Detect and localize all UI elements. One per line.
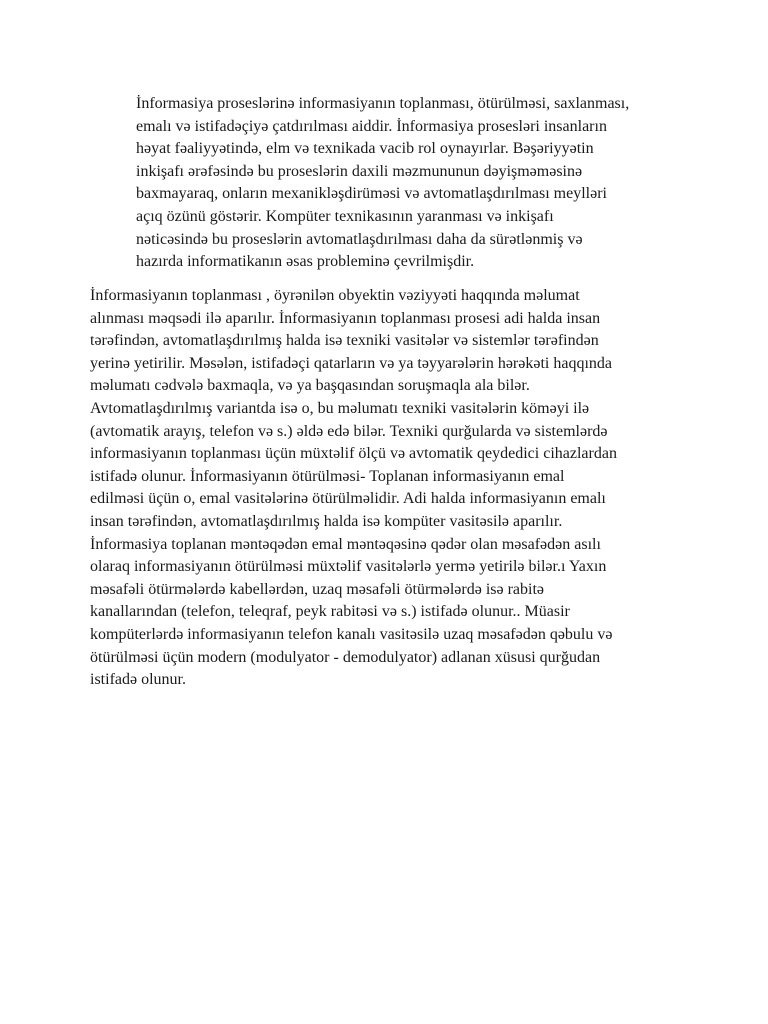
text-line: kanallarından (telefon, teleqraf, peyk rabitəsi və s.) istifadə olunur.. Müasir <box>90 603 570 621</box>
text-line: İnformasiya proseslərinə informasiyanın toplanması, ötürülməsi, saxlanması, <box>136 95 630 112</box>
text-line: nəticəsində bu proseslərin avtomatlaşdırılması daha da sürətlənmiş və <box>136 230 583 248</box>
text-line: məsafəli ötürmələrdə kabellərdən, uzaq məsafəli ötürmələrdə isə rabitə <box>90 580 545 598</box>
text-line: tərəfindən, avtomatlaşdırılmış halda isə texniki vasitələr və sistemlər tərəfindən <box>90 332 599 350</box>
text-line: istifadə olunur. <box>90 671 186 689</box>
text-line: insan tərəfindən, avtomatlaşdırılmış halda isə kompüter vasitəsilə aparılır. <box>90 512 563 530</box>
body-paragraph <box>90 285 690 692</box>
text-line: hazırda informatikanın əsas probleminə çevrilmişdir. <box>136 253 475 271</box>
text-line: olaraq informasiyanın ötürülməsi müxtəlif vasitələrlə yermə yetirilə bilər.ı Yaxın <box>90 558 607 576</box>
text-line: alınması məqsədi ilə aparılır. İnformasiyanın toplanması prosesi adi halda insan <box>90 309 601 327</box>
text-line: həyat fəaliyyətində, elm və texnikada vacib rol oynayırlar. Bəşəriyyətin <box>136 140 594 158</box>
text-line: kompüterlərdə informasiyanın telefon kanalı vasitəsilə uzaq məsafədən qəbulu və <box>90 625 613 643</box>
text-line: edilməsi üçün o, emal vasitələrinə ötürülməlidir. Adi halda informasiyanın emalı <box>90 490 606 508</box>
text-line: açıq özünü göstərir. Kompüter texnikasının yaranması və inkişafı <box>136 207 554 225</box>
text-line: (avtomatik arayış, telefon və s.) əldə edə bilər. Texniki qurğularda və sistemlərdə <box>90 422 608 440</box>
text-line: emalı və istifadəçiyə çatdırılması aiddir. İnformasiya prosesləri insanların <box>136 117 607 135</box>
text-line: baxmayaraq, onların mexanikləşdirüməsi və avtomatlaşdırılması meylləri <box>136 185 607 203</box>
text-line: məlumatı cədvələ baxmaqla, və ya başqasından soruşmaqla ala bilər. <box>90 377 530 395</box>
text-line: istifadə olunur. İnformasiyanın ötürülməsi- Toplanan informasiyanın emal <box>90 467 565 485</box>
text-line: ötürülməsi üçün modern (modulyator - demodulyator) adlanan xüsusi qurğudan <box>90 648 601 666</box>
text-line: informasiyanın toplanması üçün müxtəlif ölçü və avtomatik qeydedici cihazlardan <box>90 445 617 463</box>
text-line: inkişafı ərəfəsində bu proseslərin daxili məzmununun dəyişməməsinə <box>136 162 583 180</box>
intro-paragraph <box>136 93 692 274</box>
text-line: yerinə yetirilir. Məsələn, istifadəçi qatarların və ya təyyarələrin hərəkəti haqqında <box>90 354 612 372</box>
text-line: İnformasiyanın toplanması , öyrənilən obyektin vəziyyəti haqqında məlumat <box>90 287 580 304</box>
text-line: Avtomatlaşdırılmış variantda isə o, bu məlumatı texniki vasitələrin köməyi ilə <box>90 399 590 417</box>
text-line: İnformasiya toplanan məntəqədən emal məntəqəsinə qədər olan məsafədən asılı <box>90 535 601 553</box>
